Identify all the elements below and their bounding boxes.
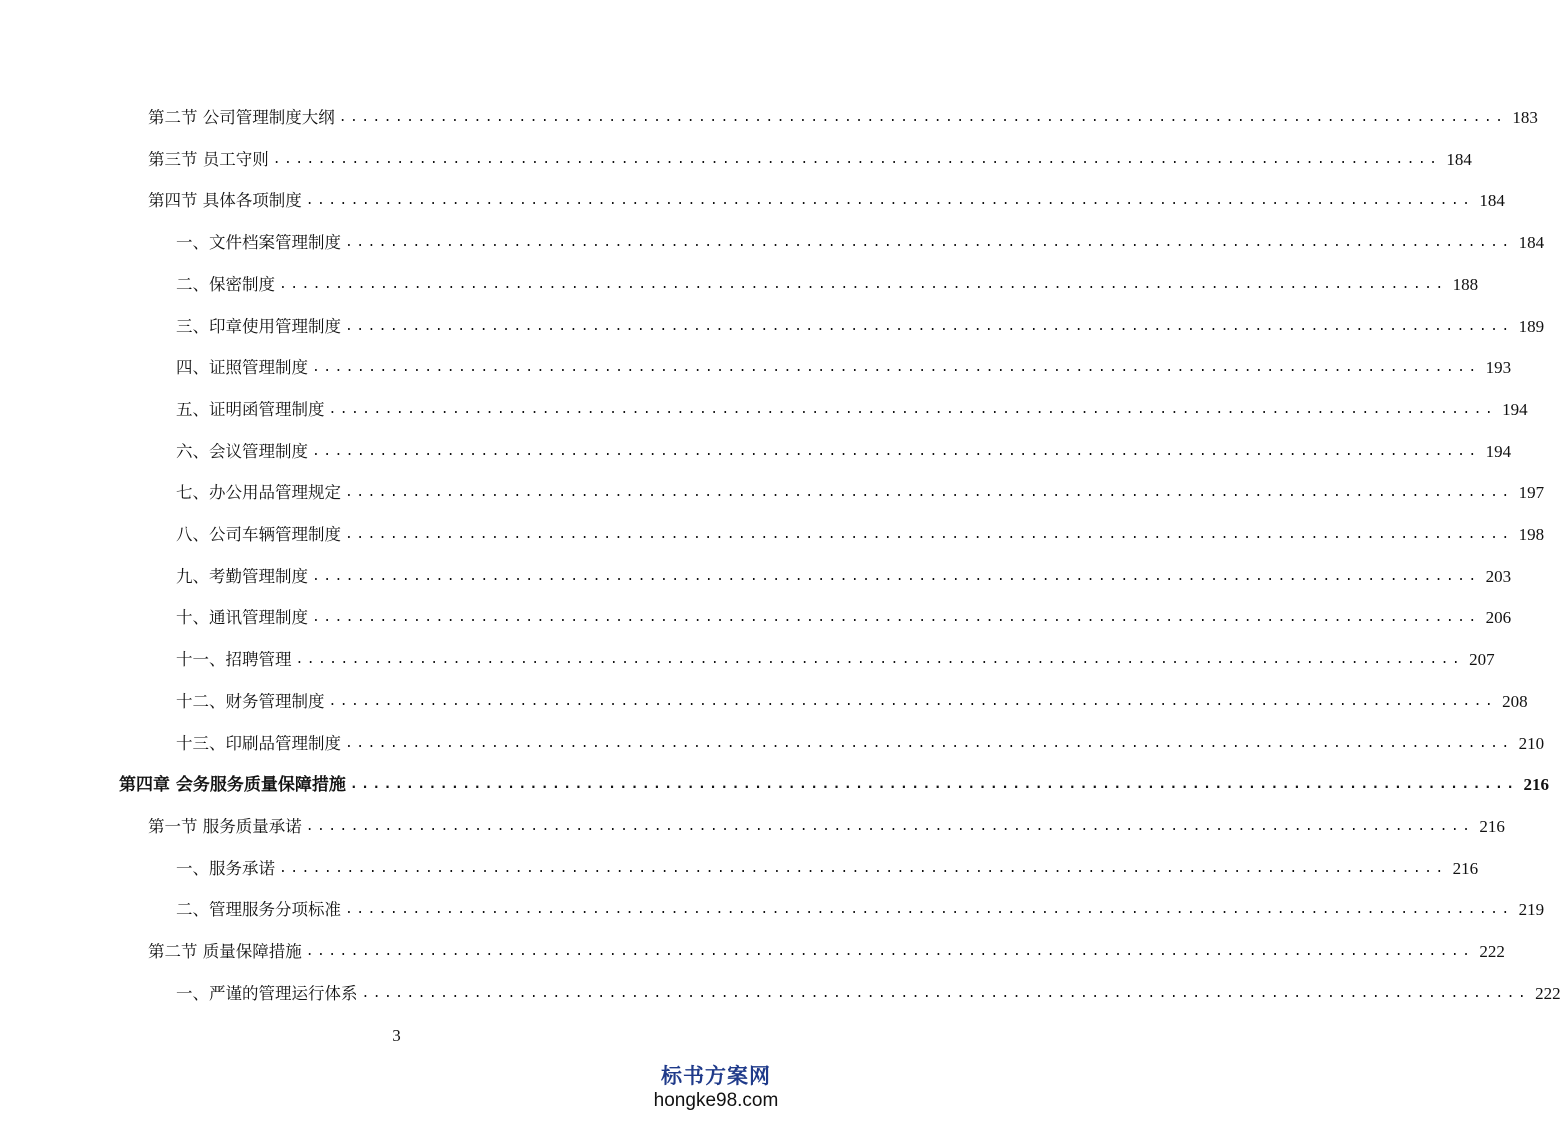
toc-entry-page-number: 194 <box>1485 442 1512 461</box>
toc-dot-leader: ........................................................................................................ <box>279 277 1447 292</box>
toc-entry-page-number: 197 <box>1518 483 1545 502</box>
toc-entry-title: 十二、财务管理制度 <box>176 692 325 711</box>
toc-entry-page-number: 210 <box>1518 734 1545 753</box>
toc-entry <box>176 396 1528 420</box>
toc-entry-page-number: 184 <box>1518 233 1545 252</box>
toc-entry-title: 二、保密制度 <box>176 275 275 294</box>
toc-entry-title: 六、会议管理制度 <box>176 442 308 461</box>
toc-entry-title: 第三节 员工守则 <box>148 150 269 169</box>
toc-entry-page-number: 189 <box>1518 317 1545 336</box>
toc-entry-page-number: 184 <box>1446 150 1472 169</box>
toc-entry-page-number: 222 <box>1479 942 1505 961</box>
toc-entry <box>119 771 1549 795</box>
toc-entry-title: 第二节 质量保障措施 <box>148 942 302 961</box>
toc-entry-page-number: 194 <box>1502 400 1528 419</box>
toc-entry <box>176 354 1512 378</box>
toc-dot-leader: ........................................................................................................ <box>305 944 1474 959</box>
toc-entry-page-number: 219 <box>1518 900 1545 919</box>
watermark-url: hongke98.com <box>653 1090 779 1111</box>
toc-dot-leader: ........................................................................................................ <box>345 319 1513 334</box>
toc-entry-page-number: 183 <box>1512 108 1538 127</box>
toc-entry-title: 三、印章使用管理制度 <box>176 317 341 336</box>
toc-dot-leader: ........................................................................................................ <box>305 193 1474 208</box>
toc-entry <box>148 813 1505 837</box>
toc-entry <box>176 563 1512 587</box>
watermark-site-name: 标书方案网 <box>661 1063 771 1088</box>
toc-entry-title: 第四节 具体各项制度 <box>148 191 302 210</box>
toc-entry-title: 五、证明函管理制度 <box>176 400 325 419</box>
site-watermark <box>651 1063 781 1113</box>
toc-entry-title: 二、管理服务分项标准 <box>176 900 341 919</box>
toc-entry-title: 九、考勤管理制度 <box>176 567 308 586</box>
toc-entry <box>176 438 1512 462</box>
toc-entry <box>148 146 1472 170</box>
toc-dot-leader: ........................................................................................................ <box>279 861 1447 876</box>
toc-entry <box>176 271 1479 295</box>
toc-entry <box>176 688 1528 712</box>
toc-entry-page-number: 206 <box>1485 608 1512 627</box>
toc-entry-title: 一、服务承诺 <box>176 859 275 878</box>
toc-dot-leader: ........................................................................................................ <box>349 777 1518 792</box>
toc-entry-title: 第一节 服务质量承诺 <box>148 817 302 836</box>
toc-entry <box>148 938 1505 962</box>
toc-entry-title: 八、公司车辆管理制度 <box>176 525 341 544</box>
toc-entry <box>176 229 1545 253</box>
page-number: 3 <box>392 1026 401 1045</box>
toc-dot-leader: ........................................................................................................ <box>345 527 1513 542</box>
toc-dot-leader: ........................................................................................................ <box>312 444 1480 459</box>
toc-entry-title: 十三、印刷品管理制度 <box>176 734 341 753</box>
toc-entry-page-number: 216 <box>1452 859 1479 878</box>
toc-entry-page-number: 184 <box>1479 191 1505 210</box>
toc-entry-page-number: 216 <box>1523 775 1549 794</box>
toc-dot-leader: ........................................................................................................ <box>345 902 1513 917</box>
toc-entry <box>176 313 1545 337</box>
toc-entry <box>176 604 1512 628</box>
toc-dot-leader: ........................................................................................................ <box>338 110 1507 125</box>
toc-entry <box>176 646 1495 670</box>
toc-entry <box>176 479 1545 503</box>
toc-entry-title: 四、证照管理制度 <box>176 358 308 377</box>
toc-dot-leader: ........................................................................................................ <box>361 986 1530 1001</box>
toc-entry <box>176 521 1545 545</box>
toc-dot-leader: ........................................................................................................ <box>295 652 1464 667</box>
toc-dot-leader: ........................................................................................................ <box>328 402 1497 417</box>
toc-entry-title: 一、严谨的管理运行体系 <box>176 984 358 1003</box>
toc-entry <box>148 187 1505 211</box>
toc-entry-page-number: 207 <box>1469 650 1495 669</box>
toc-dot-leader: ........................................................................................................ <box>312 610 1480 625</box>
toc-entry-title: 十、通讯管理制度 <box>176 608 308 627</box>
toc-entry-page-number: 222 <box>1535 984 1561 1003</box>
toc-entry <box>148 104 1538 128</box>
toc-entry-title: 第二节 公司管理制度大纲 <box>148 108 335 127</box>
toc-dot-leader: ........................................................................................................ <box>328 694 1497 709</box>
toc-dot-leader: ........................................................................................................ <box>305 819 1474 834</box>
toc-dot-leader: ........................................................................................................ <box>312 360 1480 375</box>
toc-entry <box>176 855 1479 879</box>
toc-dot-leader: ........................................................................................................ <box>345 736 1513 751</box>
toc-entry-page-number: 198 <box>1518 525 1545 544</box>
toc-entry-page-number: 203 <box>1485 567 1512 586</box>
toc-entry <box>176 980 1561 1004</box>
toc-entry-page-number: 188 <box>1452 275 1479 294</box>
toc-entry-title: 一、文件档案管理制度 <box>176 233 341 252</box>
toc-entry-title: 第四章 会务服务质量保障措施 <box>119 775 346 795</box>
toc-entry <box>176 730 1545 754</box>
toc-dot-leader: ........................................................................................................ <box>345 235 1513 250</box>
toc-entry-page-number: 216 <box>1479 817 1505 836</box>
toc-entry-page-number: 193 <box>1485 358 1512 377</box>
toc-entry-page-number: 208 <box>1502 692 1528 711</box>
toc-entry-title: 七、办公用品管理规定 <box>176 483 341 502</box>
toc-dot-leader: ........................................................................................................ <box>345 485 1513 500</box>
toc-entry-title: 十一、招聘管理 <box>176 650 292 669</box>
toc-dot-leader: ........................................................................................................ <box>272 152 1441 167</box>
toc-dot-leader: ........................................................................................................ <box>312 569 1480 584</box>
toc-entry <box>176 896 1545 920</box>
